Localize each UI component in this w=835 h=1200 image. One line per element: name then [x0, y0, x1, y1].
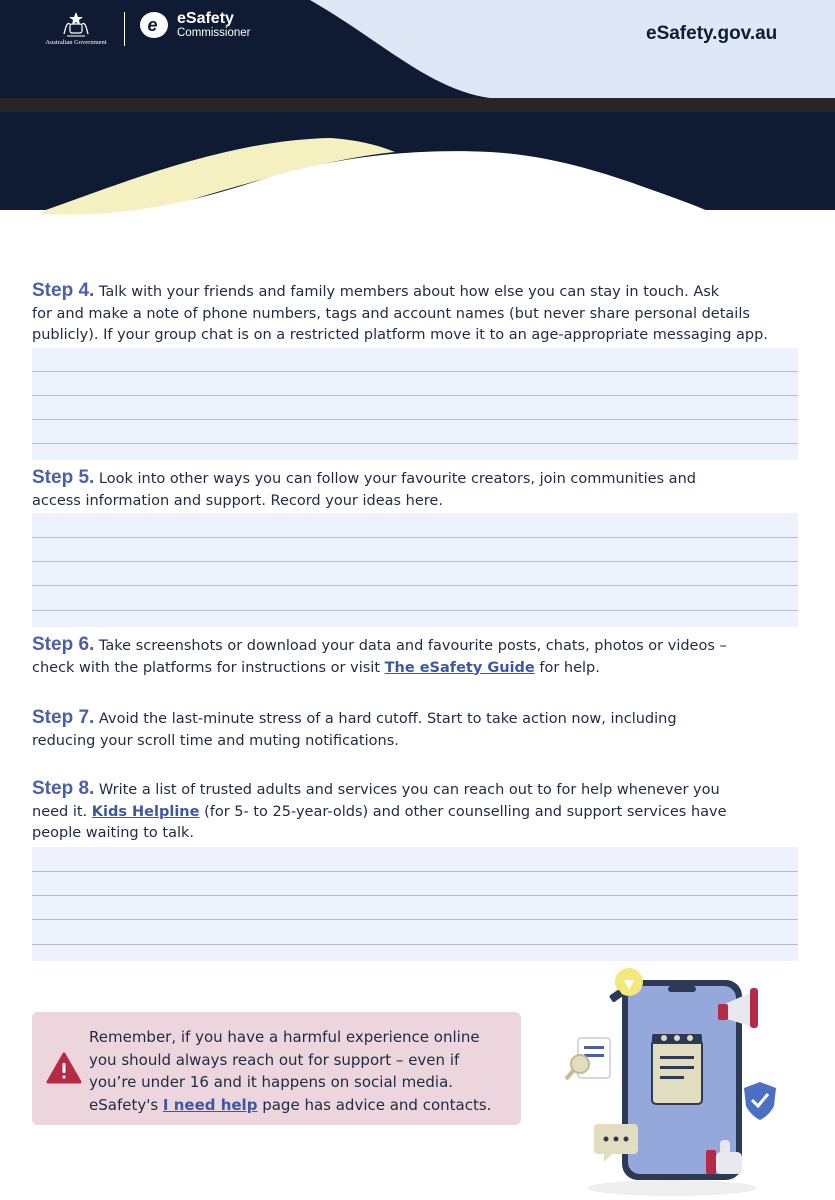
brand-sub: Commissioner — [177, 27, 251, 39]
esafety-logo-icon — [139, 10, 169, 40]
svg-text:e: e — [147, 15, 158, 35]
kids-helpline-link[interactable]: Kids Helpline — [91, 803, 200, 820]
step-text: need it. — [32, 803, 92, 820]
callout-line: you’re under 16 and it happens on social media. — [89, 1073, 454, 1091]
step-number: Step 8. — [32, 778, 95, 799]
callout-text — [89, 1026, 509, 1116]
phone-illustration-icon — [560, 962, 790, 1198]
step-number: Step 7. — [32, 707, 95, 728]
step-text: Talk with your friends and family members about how else you can stay in touch. Ask — [98, 284, 720, 300]
step-text: Take screenshots or download your data and favourite posts, chats, photos or videos – — [98, 638, 727, 654]
site-url[interactable]: eSafety.gov.au — [646, 23, 778, 44]
step-text: people waiting to talk. — [32, 825, 195, 841]
step-text: Avoid the last-minute stress of a hard cutoff. Start to take action now, including — [98, 711, 677, 727]
step-number: Step 5. — [32, 467, 95, 488]
step-number: Step 4. — [32, 280, 95, 301]
callout-line: page has advice and contacts. — [257, 1095, 492, 1114]
writing-lines-step-8[interactable] — [32, 847, 798, 961]
step-7 — [32, 707, 804, 752]
step-text: Write a list of trusted adults and services you can reach out to for help whenever you — [98, 782, 720, 798]
step-6 — [32, 634, 804, 679]
step-8 — [32, 778, 804, 845]
callout-line: you should always reach out for support – even if — [89, 1050, 460, 1069]
step-5 — [32, 467, 804, 512]
callout-line: eSafety's — [89, 1095, 163, 1114]
step-4 — [32, 280, 804, 347]
australian-crest-icon — [61, 10, 91, 38]
writing-lines-step-4[interactable] — [32, 348, 798, 460]
esafety-logo[interactable] — [139, 10, 251, 40]
warning-icon — [46, 1052, 82, 1084]
step-text: (for 5- to 25-year-olds) and other counselling and support services have — [199, 803, 727, 820]
esafety-guide-link[interactable]: The eSafety Guide — [384, 659, 535, 676]
help-callout — [32, 1012, 521, 1125]
step-text: publicly). If your group chat is on a restricted platform move it to an age-appropriate messaging app. — [32, 327, 768, 343]
writing-lines-step-5[interactable] — [32, 513, 798, 627]
step-text: reducing your scroll time and muting notifications. — [32, 732, 399, 749]
step-text: check with the platforms for instructions or visit — [32, 659, 385, 676]
gov-label: Australian Government — [45, 39, 107, 46]
brand-name: eSafety — [177, 10, 234, 27]
step-number: Step 6. — [32, 634, 95, 655]
australian-government-logo[interactable] — [40, 10, 112, 46]
callout-line: Remember, if you have a harmful experience online — [89, 1028, 480, 1046]
step-text: Look into other ways you can follow your favourite creators, join communities and — [98, 471, 696, 487]
step-text: for help. — [534, 659, 600, 676]
logo-divider — [124, 12, 125, 46]
step-text: for and make a note of phone numbers, tags and account names (but never share personal details — [32, 305, 750, 322]
header-logos — [40, 10, 251, 50]
step-text: access information and support. Record your ideas here. — [32, 492, 443, 509]
i-need-help-link[interactable]: I need help — [162, 1095, 258, 1114]
